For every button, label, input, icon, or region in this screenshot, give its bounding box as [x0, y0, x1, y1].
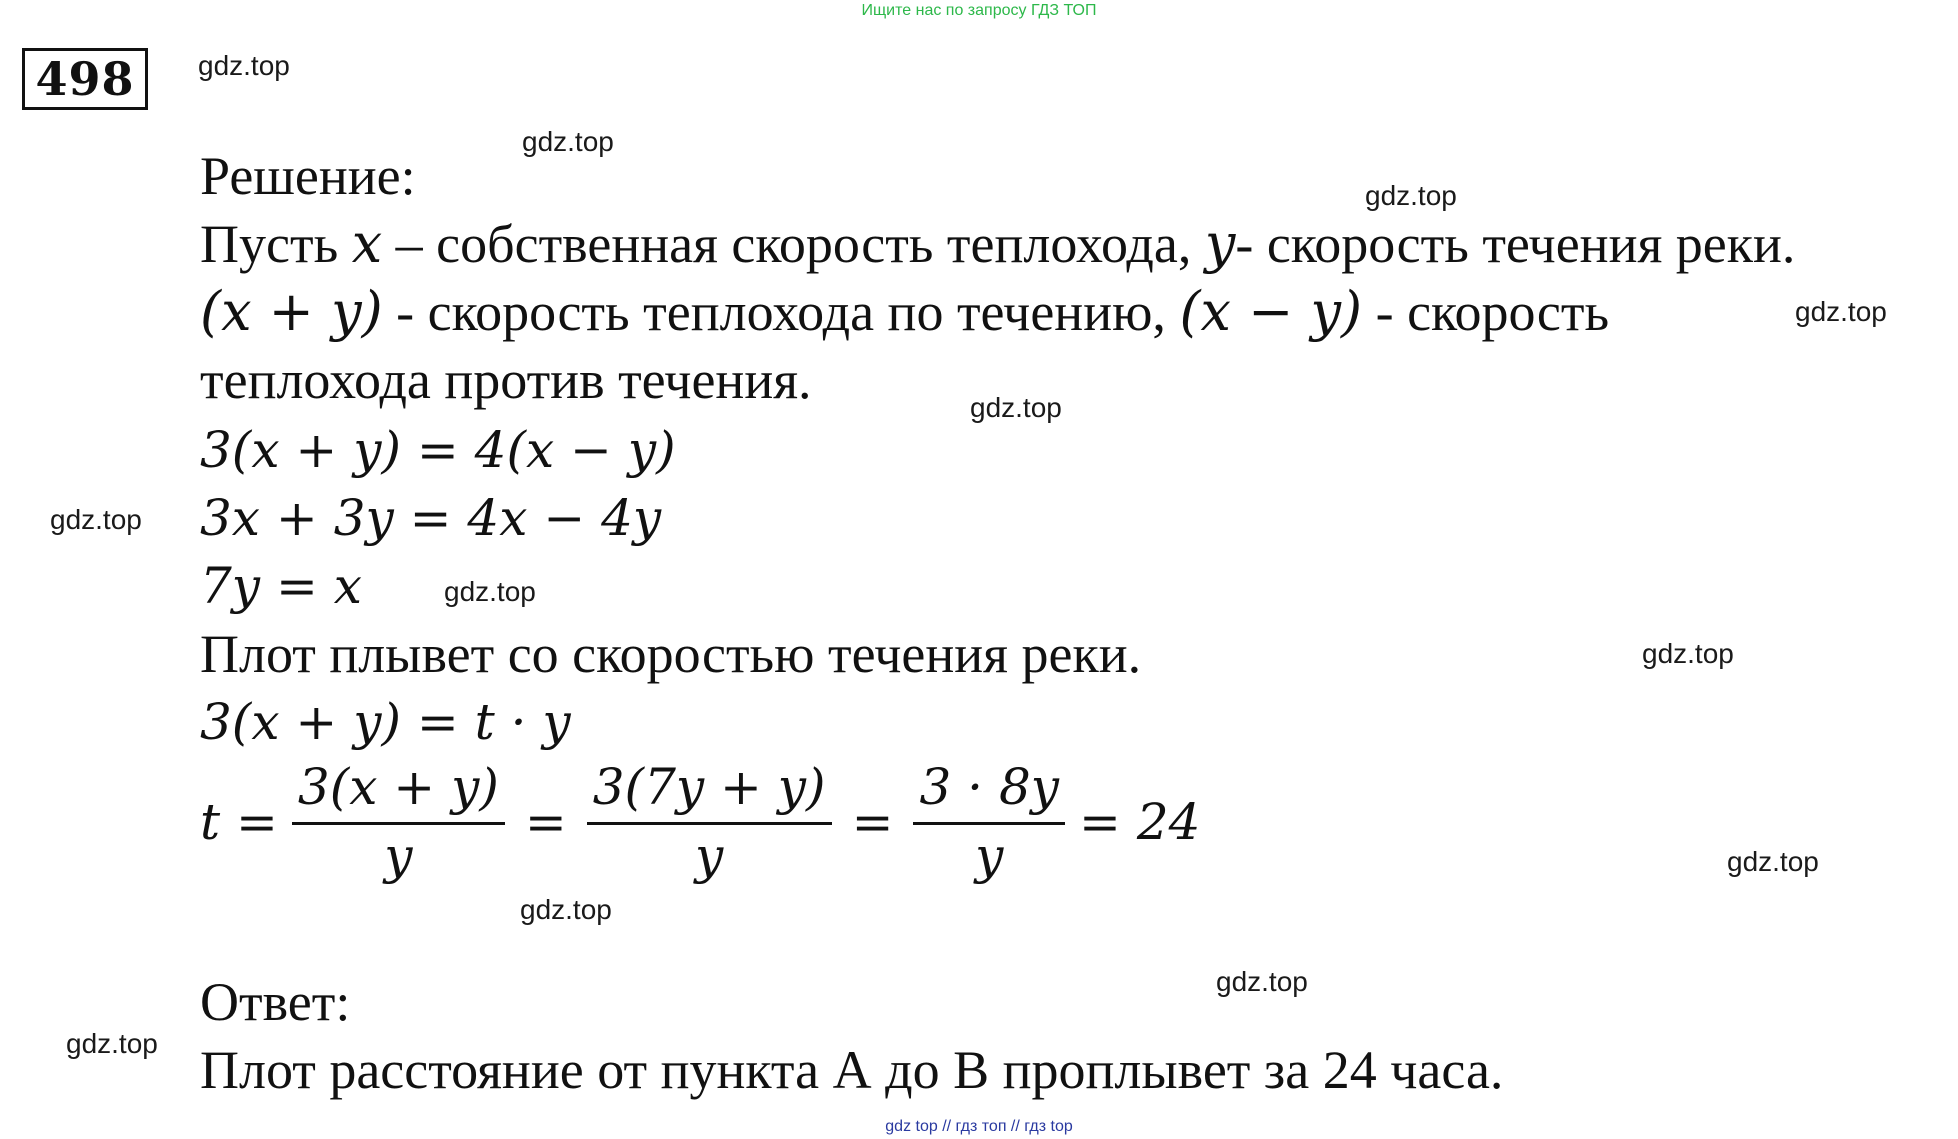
intro-line-2 — [200, 282, 1609, 342]
fraction-3 — [913, 758, 1065, 885]
watermark: gdz.top — [1642, 638, 1734, 669]
equals-sign: = — [851, 792, 894, 851]
intro-1-post: - скорость течения реки. — [1235, 214, 1796, 274]
var-y: y — [1204, 212, 1236, 275]
intro-2-post: - скорость — [1362, 282, 1610, 342]
answer-text: Плот расстояние от пункта А до В проплывет за 24 часа. — [200, 1040, 1504, 1100]
frac-result: = 24 — [1079, 792, 1201, 851]
watermark: gdz.top — [1795, 296, 1887, 327]
expr-diff: (x − y) — [1179, 280, 1363, 343]
watermark: gdz.top — [1365, 180, 1457, 211]
fraction-2 — [587, 758, 832, 885]
task-number: 498 — [22, 48, 148, 110]
fraction-2-denominator: y — [695, 827, 724, 885]
watermark: gdz.top — [444, 576, 536, 607]
watermark: gdz.top — [66, 1028, 158, 1059]
intro-1-pre: Пусть — [200, 214, 352, 274]
watermark: gdz.top — [520, 894, 612, 925]
equation-4: 3(x + y) = t · y — [200, 693, 571, 751]
watermark: gdz.top — [50, 504, 142, 535]
expr-sum: (x + y) — [200, 280, 383, 343]
fraction-3-numerator: 3 · 8y — [913, 758, 1065, 825]
watermark: gdz.top — [198, 50, 290, 81]
intro-1-mid: – собственная скорость теплохода, — [382, 214, 1205, 274]
frac-lhs: t = — [200, 792, 278, 851]
var-x: x — [351, 212, 383, 275]
top-banner: Ищите нас по запросу ГДЗ ТОП — [861, 2, 1097, 19]
equation-2: 3x + 3y = 4x − 4y — [200, 489, 662, 547]
intro-line-1 — [200, 214, 1795, 274]
equation-1: 3(x + y) = 4(x − y) — [200, 421, 676, 479]
fraction-equation — [200, 758, 1200, 885]
intro-2-mid: - скорость теплохода по течению, — [382, 282, 1180, 342]
equation-3: 7y = x — [200, 557, 362, 615]
footer-links: gdz top // гдз топ // гдз top — [885, 1118, 1073, 1135]
raft-text: Плот плывет со скоростью течения реки. — [200, 624, 1142, 684]
fraction-3-denominator: y — [975, 827, 1004, 885]
watermark: gdz.top — [1727, 846, 1819, 877]
fraction-1-denominator: y — [384, 827, 413, 885]
watermark: gdz.top — [522, 126, 614, 157]
equals-sign: = — [524, 792, 567, 851]
intro-line-3: теплохода против течения. — [200, 350, 812, 410]
solution-heading: Решение: — [200, 146, 416, 206]
answer-heading: Ответ: — [200, 972, 351, 1032]
fraction-1-numerator: 3(x + y) — [292, 758, 505, 825]
watermark: gdz.top — [970, 392, 1062, 423]
watermark: gdz.top — [1216, 966, 1308, 997]
fraction-1 — [292, 758, 505, 885]
fraction-2-numerator: 3(7y + y) — [587, 758, 832, 825]
